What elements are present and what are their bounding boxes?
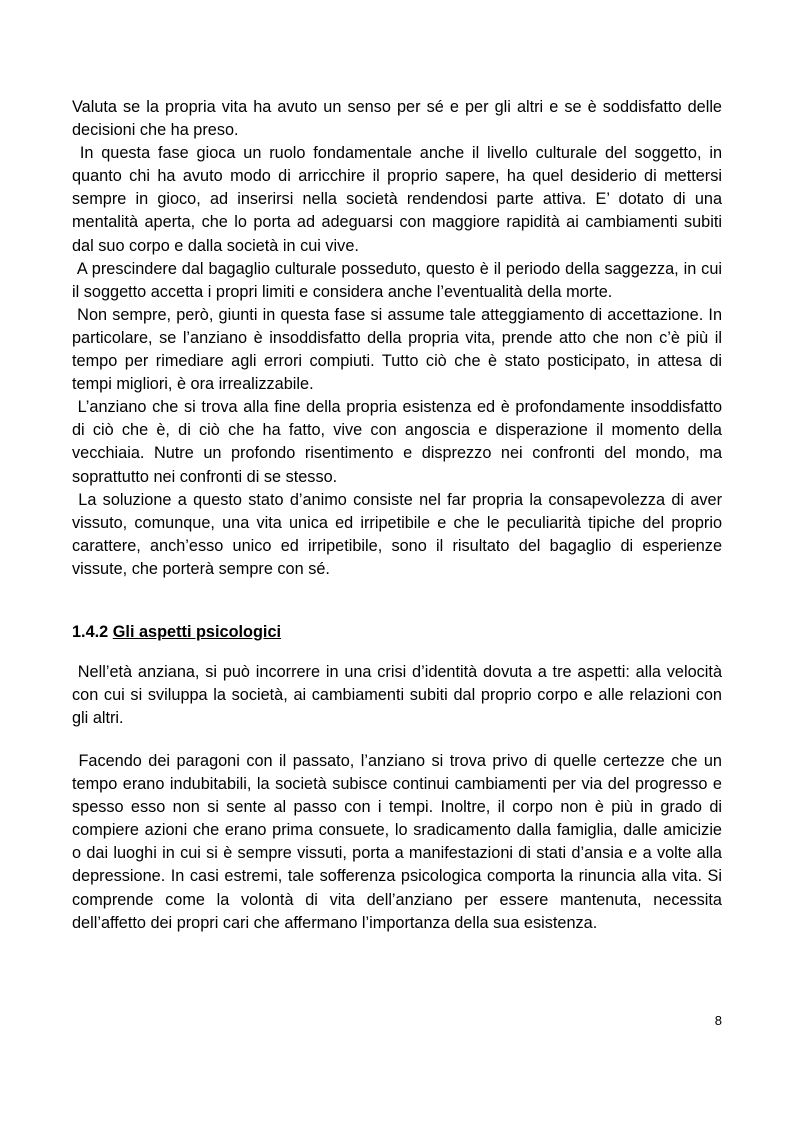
text-block-section-2 [72,750,722,935]
paragraph: A prescindere dal bagaglio culturale posseduto, questo è il periodo della saggezza, in cui il soggetto accetta i propri limiti e considera anche l’eventualità della morte. [72,259,722,301]
section-heading [72,621,281,644]
paragraph: In questa fase gioca un ruolo fondamentale anche il livello culturale del soggetto, in quanto chi ha avuto modo di arricchire il proprio sapere, ha quel desiderio di mettersi sempre in gioco, ad inserirsi nella società rendendosi parte attiva. E’ dotato di una mentalità aperta, che lo porta ad adeguarsi con maggiore rapidità ai cambiamenti subiti dal suo corpo e dalla società in cui vive. [72,144,722,255]
paragraph: Facendo dei paragoni con il passato, l’anziano si trova privo di quelle certezze che un tempo erano indubitabili, la società subisce continui cambiamenti per via del progresso e spesso esso non si sente al passo con i tempi. Inoltre, il corpo non è più in grado di compiere azioni che erano prima consuete, lo sradicamento dalla famiglia, dalle amicizie o dai luoghi in cui si è sempre vissuti, porta a manifestazioni di stati d’ansia e a volte alla depressione. In casi estremi, tale sofferenza psicologica comporta la rinuncia alla vita. Si comprende come la volontà di vita dell’anziano per essere mantenuta, necessita dell’affetto dei propri cari che affermano l’importanza della sua esistenza. [72,752,722,932]
section-number: 1.4.2 [72,623,109,641]
text-block-section-1 [72,661,722,730]
text-block-intro [72,96,722,581]
paragraph: La soluzione a questo stato d’animo consiste nel far propria la consapevolezza di aver vissuto, comunque, una vita unica ed irripetibile e che le peculiarità tipiche del proprio carattere, anch’esso unico ed irripetibile, sono il risultato del bagaglio di esperienze vissute, che porterà sempre con sé. [72,490,722,578]
paragraph: Valuta se la propria vita ha avuto un senso per sé e per gli altri e se è soddisfatto delle decisioni che ha preso. [72,98,722,140]
page-number: 8 [714,1013,722,1028]
paragraph: Nell’età anziana, si può incorrere in una crisi d’identità dovuta a tre aspetti: alla velocità con cui si sviluppa la società, ai cambiamenti subiti dal proprio corpo e alle relazioni con gli altri. [72,663,722,728]
paragraph: Non sempre, però, giunti in questa fase si assume tale atteggiamento di accettazione. In particolare, se l’anziano è insoddisfatto della propria vita, prende atto che non c’è più il tempo per rimediare agli errori compiuti. Tutto ciò che è stato posticipato, in attesa di tempi migliori, è ora irrealizzabile. [72,305,722,394]
paragraph: L’anziano che si trova alla fine della propria esistenza ed è profondamente insoddisfatto di ciò che è, di ciò che ha fatto, vive con angoscia e disperazione il momento della vecchiaia. Nutre un profondo risentimento e disprezzo nei confronti del mondo, ma soprattutto nei confronti di se stesso. [72,398,722,486]
section-title: Gli aspetti psicologici [112,623,282,641]
